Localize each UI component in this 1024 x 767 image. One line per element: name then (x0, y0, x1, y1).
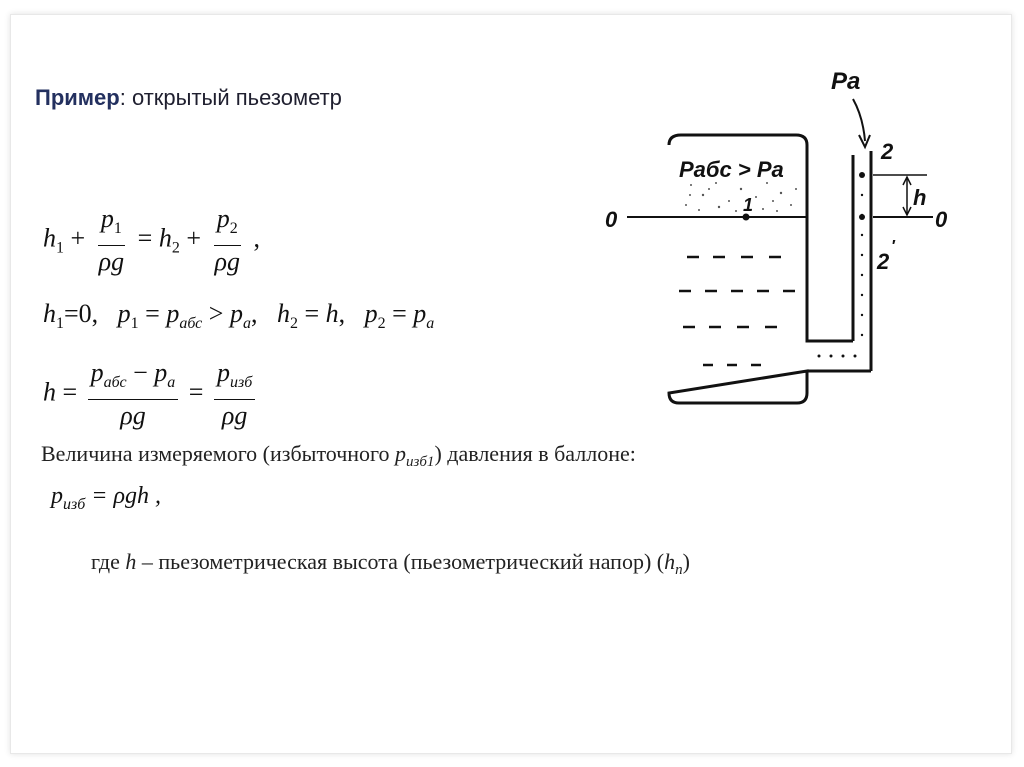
eq2-h1-sub: 1 (56, 315, 64, 332)
eq3-pabs-sub: абс (103, 374, 127, 391)
eq2-gt: > (208, 299, 224, 328)
text2-h: h (125, 549, 137, 574)
eq3-pizb-sub: изб (229, 374, 253, 391)
diagram-label-0-right: 0 (935, 207, 948, 232)
slide-title (35, 85, 342, 111)
text2-desc: – пьезометрическая высота (пьезометрический напор) ( (136, 549, 665, 574)
text1-after: ) давления в баллоне: (434, 441, 636, 466)
eq3-pizb: p (216, 358, 230, 387)
eq3-frac-1 (88, 359, 179, 430)
eq1-plus-2: + (186, 223, 201, 253)
equation-bernoulli (43, 205, 260, 276)
eq2-comma-1: , (250, 299, 258, 328)
eq3-minus: − (133, 358, 148, 387)
eq3-frac-2 (214, 359, 255, 430)
point-2-prime (859, 214, 865, 220)
eq1-frac-1 (96, 205, 127, 276)
text2-hn: h (664, 549, 676, 574)
eq2-p1-sub: 1 (130, 315, 139, 332)
eq1-h2-sub: 2 (171, 239, 180, 257)
eq4-rhs: = ρgh , (85, 483, 162, 509)
eq1-h2: h (158, 223, 172, 253)
text-gauge-pressure (41, 441, 636, 471)
equation-conditions (43, 299, 434, 333)
text1-p: p (395, 441, 407, 466)
point-2 (859, 172, 865, 178)
text2-where: где (91, 549, 126, 574)
eq4-sub: изб (63, 496, 86, 513)
eq1-h1-sub: 1 (56, 239, 64, 257)
eq2-h2: h (276, 299, 290, 328)
eq3-pabs: p (90, 358, 104, 387)
eq1-frac-2 (212, 205, 243, 276)
eq2-h: h (325, 299, 339, 328)
diagram-label-h: h (913, 185, 927, 210)
eq3-eq-2: = (188, 377, 204, 407)
text2-hn-sub: n (675, 562, 683, 578)
eq1-p1-sub: 1 (113, 220, 122, 237)
diagram-label-2-prime: 2 (877, 249, 890, 274)
eq2-eq-2: = (304, 299, 320, 328)
eq1-p2-sub: 2 (229, 220, 238, 237)
text2-close: ) (682, 549, 690, 574)
diagram-label-1: 1 (743, 195, 754, 215)
piezometer-diagram (591, 55, 991, 415)
eq1-rhog-1: ρg (98, 247, 125, 276)
text-piezometric-height (91, 549, 690, 579)
eq2-p2: p (364, 299, 378, 328)
eq1-plus-1: + (70, 223, 86, 253)
pa-arrow (853, 99, 865, 141)
eq3-pa: p (154, 358, 168, 387)
eq1-p2: p (216, 204, 230, 233)
title-bold: Пример (35, 85, 120, 110)
eq2-eq-1: = (145, 299, 160, 328)
diagram-label-pa: Pa (831, 68, 861, 95)
diagram-label-0-left: 0 (605, 207, 618, 232)
equation-gauge (51, 483, 161, 514)
eq2-pabs-sub: абс (179, 315, 203, 332)
eq1-rhog-2: ρg (214, 247, 240, 276)
eq1-comma: , (253, 223, 260, 253)
eq2-p1: p (117, 299, 131, 328)
liquid-dashes (679, 257, 795, 365)
eq1-equals: = (137, 223, 153, 253)
eq3-rhog-1: ρg (120, 401, 146, 430)
text1-sub: изб1 (406, 454, 435, 470)
eq4-p: p (51, 483, 63, 509)
eq3-h: h (43, 377, 56, 407)
slide (10, 14, 1012, 754)
eq2-pabs: p (166, 299, 180, 328)
eq2-pa-sub-2: a (426, 315, 435, 332)
diagram-label-2: 2 (881, 139, 894, 164)
eq1-p1: p (100, 204, 114, 233)
prime-mark: ′ (891, 238, 895, 255)
eq1-h1: h (43, 223, 56, 253)
eq2-h2-sub: 2 (289, 315, 298, 332)
eq2-h1: h (43, 299, 56, 328)
equation-height (43, 359, 259, 430)
eq3-rhog-2: ρg (221, 401, 248, 430)
gas-region (685, 182, 797, 212)
pipe-liquid-dots (818, 355, 857, 358)
eq2-pa-2: p (413, 299, 427, 328)
eq2-p2-sub: 2 (377, 315, 386, 332)
eq2-comma-2: , (338, 299, 346, 328)
text1-before: Величина измеряемого (избыточного (41, 441, 396, 466)
diagram-label-pabs: Pабс > Pa (679, 157, 784, 182)
eq2-h1-val: =0, (64, 299, 99, 328)
eq3-eq-1: = (62, 377, 78, 407)
eq2-pa: p (229, 299, 243, 328)
eq2-eq-3: = (392, 299, 407, 328)
eq2-pa-sub: a (242, 315, 251, 332)
eq3-pa-sub: a (167, 374, 176, 391)
title-rest: : открытый пьезометр (119, 85, 342, 110)
